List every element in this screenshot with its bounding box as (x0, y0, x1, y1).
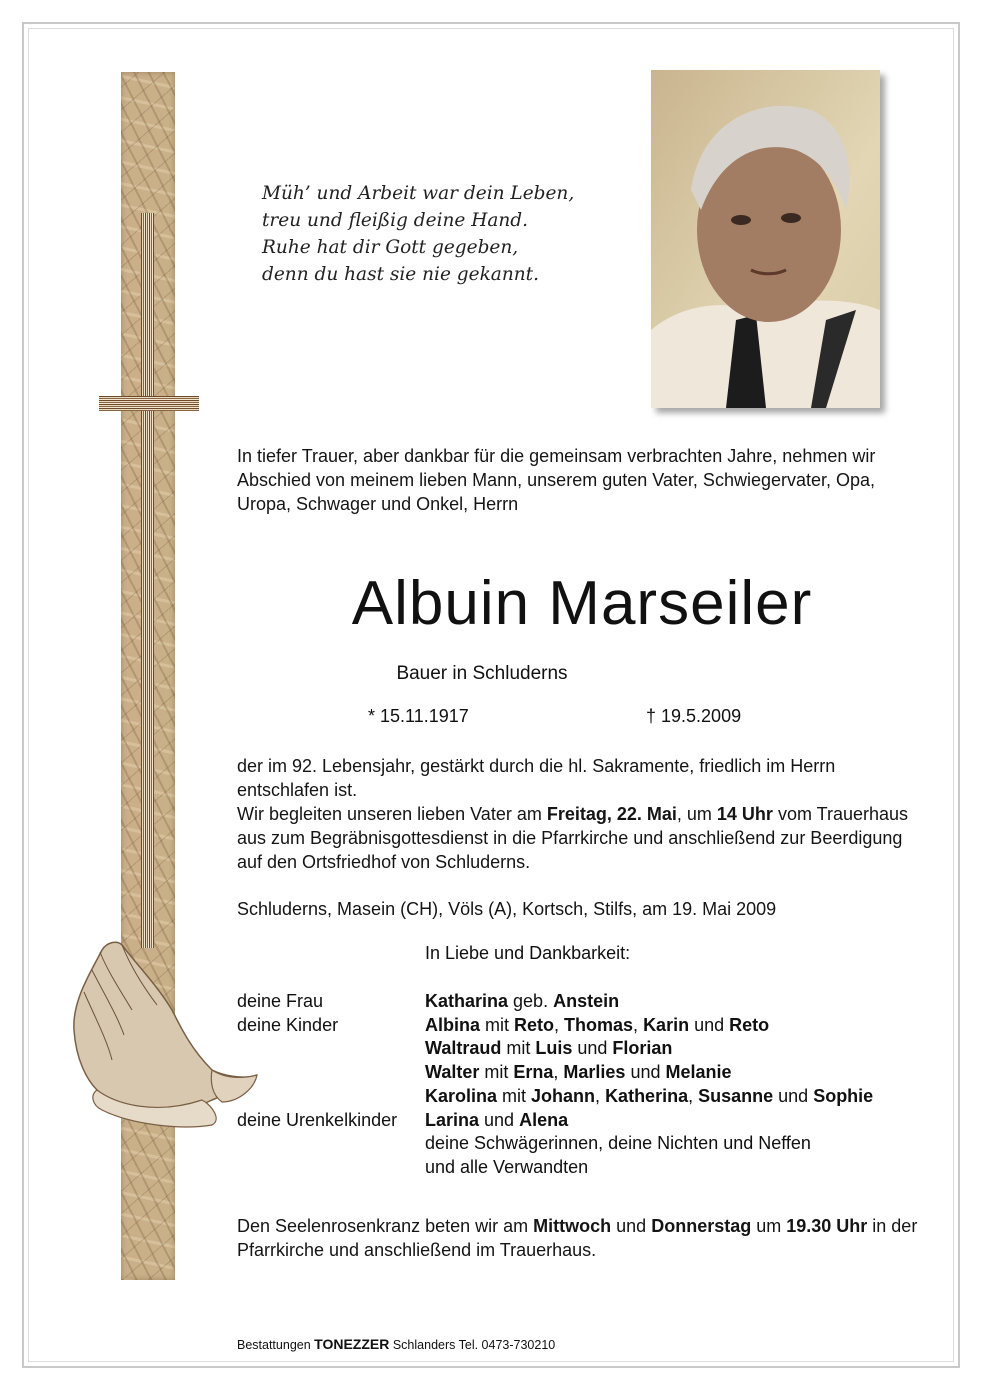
family-row (237, 1037, 873, 1061)
name-span: Sophie (813, 1085, 874, 1106)
family-value: deine Schwägerinnen, deine Nichten und Neffen (425, 1133, 811, 1154)
text-span: um (751, 1216, 787, 1236)
passing-text: der im 92. Lebensjahr, gestärkt durch die hl. Sakramente, friedlich im Herrn entschlafen ist. (237, 756, 836, 800)
family-value (425, 990, 619, 1014)
family-label-empty (237, 1061, 425, 1085)
name-span: Reto (514, 1014, 555, 1035)
family-row (237, 1085, 873, 1109)
family-row (237, 1156, 873, 1180)
name-span: Walter (425, 1062, 480, 1083)
text-span: in der Pfarrkirche und anschließend im Trauerhaus. (237, 1216, 918, 1260)
text-span: mit (479, 1062, 514, 1083)
poem-line: denn du hast sie nie gekannt. (262, 264, 539, 285)
family-label-empty (237, 1037, 425, 1061)
text-span: mit (501, 1038, 536, 1059)
name-span: Erna (513, 1062, 554, 1083)
name-span: Marlies (563, 1062, 626, 1083)
text-span: mit (480, 1014, 515, 1035)
name-span: Larina (425, 1109, 480, 1130)
text-span: , (595, 1085, 606, 1106)
text-span: , (633, 1014, 644, 1035)
poem-line: Ruhe hat dir Gott gegeben, (262, 237, 519, 258)
poem-line: Müh’ und Arbeit war dein Leben, (262, 183, 575, 204)
place-date: Schluderns, Masein (CH), Völs (A), Kortsch, Stilfs, am 19. Mai 2009 (237, 899, 777, 919)
family-row (237, 990, 873, 1014)
family-value (425, 1014, 769, 1038)
footer-brand: TONEZZER (314, 1336, 390, 1352)
family-value (425, 1109, 568, 1133)
deceased-name: Albuin Marseiler (351, 569, 813, 638)
family-label-empty (237, 1156, 425, 1180)
name-span: Anstein (553, 991, 620, 1011)
name-span: Alena (519, 1109, 569, 1130)
text-span: und (611, 1216, 652, 1236)
portrait-photo (651, 70, 880, 408)
text-span: und (773, 1085, 814, 1106)
family-value (425, 1085, 873, 1109)
text-span: Wir begleiten unseren lieben Vater am (237, 804, 547, 824)
family-value (425, 1037, 672, 1061)
text-span: geb. (508, 991, 554, 1011)
rosary-day: Mittwoch (533, 1216, 612, 1236)
cross-vertical-beam (141, 213, 154, 948)
intro-paragraph: In tiefer Trauer, aber dankbar für die gemeinsam verbrachten Jahre, nehmen wir Abschied von meinem lieben Mann, unserem guten Vater, Schwiegervater, Opa, Uropa, Schwager und Onkel, Herrn (237, 446, 876, 514)
praying-hands-icon (62, 930, 262, 1130)
poem-line: treu und fleißig deine Hand. (262, 210, 529, 231)
name-span: Karolina (425, 1085, 498, 1106)
text-span: , (553, 1062, 564, 1083)
text-span: und (479, 1109, 520, 1130)
rosary-paragraph (237, 1214, 927, 1262)
funeral-time: 14 Uhr (716, 804, 773, 824)
family-list (237, 990, 873, 1180)
name-span: Katharina (425, 991, 509, 1011)
name-span: Johann (531, 1085, 596, 1106)
family-row (237, 1014, 873, 1038)
text-span: und (572, 1038, 613, 1059)
text-span: , (554, 1014, 565, 1035)
name-span: Karin (643, 1014, 690, 1035)
name-span: Thomas (564, 1014, 634, 1035)
name-span: Florian (612, 1038, 673, 1059)
text-span: vom Trauerhaus aus zum Begräbnisgottesdienst in die Pfarrkirche und anschließend zur Beerdigung auf den Ortsfriedhof von Schluderns. (237, 804, 908, 872)
birth-date: * 15.11.1917 (368, 706, 469, 726)
funeral-day: Freitag, 22. Mai (546, 804, 677, 824)
footer (237, 1336, 555, 1352)
family-label-empty (237, 1132, 425, 1156)
name-span: Luis (535, 1038, 573, 1059)
name-span: Albina (425, 1014, 481, 1035)
text-span: und (625, 1062, 666, 1083)
family-row (237, 1109, 873, 1133)
name-span: Melanie (665, 1062, 732, 1083)
text-span: , (688, 1085, 699, 1106)
funeral-details (237, 802, 927, 874)
family-row (237, 1132, 873, 1156)
name-span: Reto (729, 1014, 770, 1035)
family-label: deine Urenkelkinder (237, 1109, 398, 1130)
footer-contact: Schlanders Tel. 0473-730210 (392, 1338, 556, 1352)
love-line: In Liebe und Dankbarkeit: (425, 943, 631, 963)
family-label: deine Frau (237, 991, 324, 1011)
text-span: Den Seelenrosenkranz beten wir am (237, 1216, 534, 1236)
text-span: , um (676, 804, 717, 824)
name-span: Waltraud (425, 1038, 502, 1059)
poem (262, 180, 622, 288)
footer-prefix: Bestattungen (237, 1338, 311, 1352)
name-span: Susanne (698, 1085, 774, 1106)
family-label: deine Kinder (237, 1014, 339, 1035)
family-row (237, 1061, 873, 1085)
family-value (425, 1061, 732, 1085)
name-span: Katherina (605, 1085, 689, 1106)
death-date: † 19.5.2009 (646, 706, 742, 726)
funeral-paragraph (237, 754, 927, 874)
rosary-time: 19.30 Uhr (786, 1216, 868, 1236)
occupation: Bauer in Schluderns (396, 663, 568, 684)
family-value: und alle Verwandten (425, 1156, 589, 1177)
text-span: und (689, 1014, 730, 1035)
cross-horizontal-beam (99, 396, 199, 411)
rosary-day: Donnerstag (651, 1216, 752, 1236)
text-span: mit (497, 1085, 532, 1106)
family-label-empty (237, 1085, 425, 1109)
